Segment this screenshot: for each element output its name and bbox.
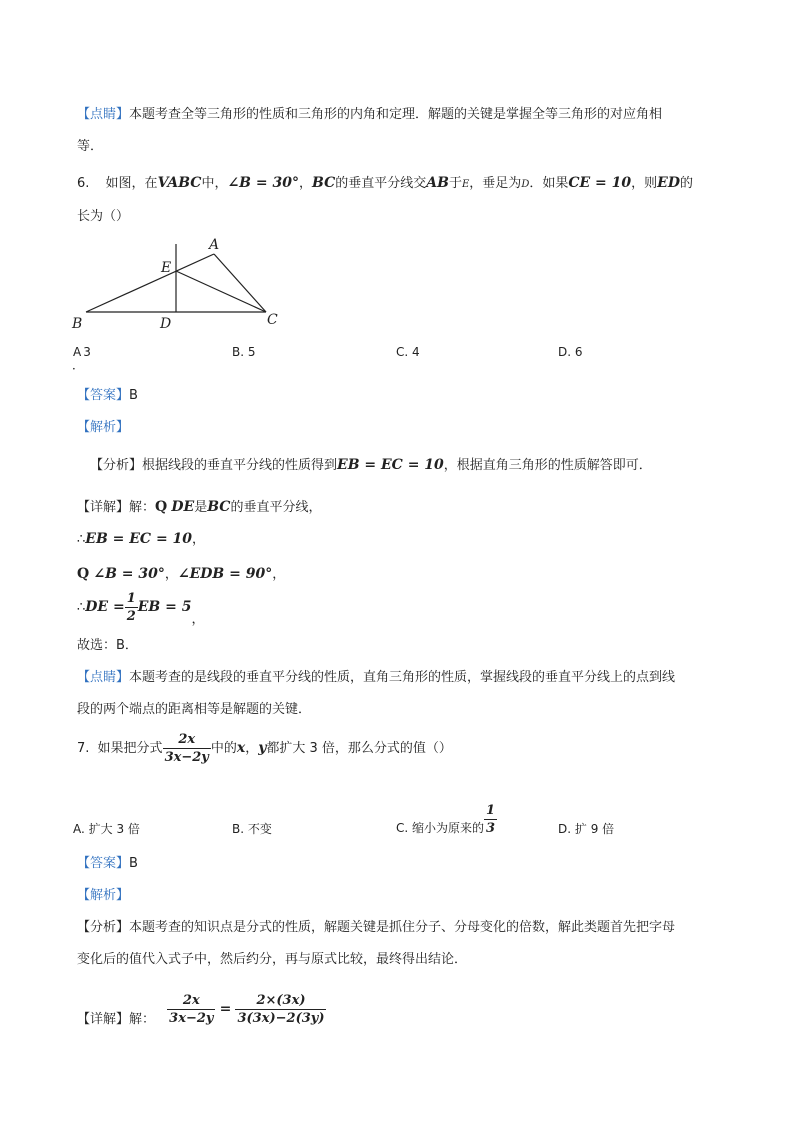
step-equation: EB = 5 bbox=[137, 599, 192, 615]
step-equation: EB = EC = 10 bbox=[85, 531, 193, 547]
option-letter: D. bbox=[558, 822, 572, 836]
detail-text: 解： bbox=[129, 500, 156, 515]
detail-tag: 【详解】 bbox=[77, 1012, 130, 1027]
segment-bc: BC bbox=[312, 175, 336, 191]
fraction-denominator: 3x−2y bbox=[164, 750, 209, 765]
q6-answer bbox=[77, 384, 138, 403]
q6-choose: 故选：B． bbox=[77, 638, 138, 653]
stem-text: 如图，在 bbox=[105, 176, 158, 191]
option-b[interactable] bbox=[232, 345, 256, 359]
one-third-fraction bbox=[484, 802, 497, 837]
q6-stem-line2: 长为（） bbox=[77, 209, 130, 224]
answer-value: B bbox=[129, 856, 138, 871]
q5-review-line1 bbox=[77, 103, 662, 122]
angle-b: ∠B = 30° bbox=[227, 175, 299, 191]
stem-text: 如果把分式 bbox=[97, 741, 163, 756]
q7-answer bbox=[77, 852, 138, 871]
detail-tag: 【详解】 bbox=[77, 500, 130, 515]
option-letter: D. bbox=[558, 345, 572, 359]
lhs-fraction bbox=[167, 992, 215, 1027]
therefore-symbol: ∴ bbox=[77, 600, 86, 615]
ce-value: CE = 10 bbox=[568, 175, 632, 191]
rhs-fraction bbox=[235, 992, 326, 1027]
option-a[interactable] bbox=[73, 820, 140, 837]
punctuation: ， bbox=[272, 567, 286, 582]
fenxi-text: 根据线段的垂直平分线的性质得到 bbox=[142, 458, 338, 473]
option-c[interactable] bbox=[396, 795, 497, 837]
option-value: 5 bbox=[247, 345, 256, 359]
triangle-symbol: VABC bbox=[157, 175, 202, 191]
detail-text: 解： bbox=[129, 1012, 156, 1027]
stem-text: ，则 bbox=[631, 176, 658, 191]
option-c[interactable] bbox=[396, 345, 420, 359]
q7-fenxi-line2: 变化后的值代入式子中，然后约分，再与原式比较，最终得出结论． bbox=[77, 952, 468, 967]
stem-text: 中， bbox=[201, 176, 228, 191]
option-b[interactable] bbox=[232, 820, 272, 837]
q6-review-line1 bbox=[77, 666, 675, 685]
var-y: y bbox=[258, 740, 267, 756]
stem-fraction bbox=[163, 731, 211, 766]
detail-text: 是 bbox=[194, 500, 208, 515]
stem-text: ，垂足为 bbox=[469, 176, 522, 191]
q5-review-line2: 等． bbox=[77, 139, 104, 154]
fenxi-text: 本题考查的知识点是分式的性质，解题关键是抓住分子、分母变化的倍数，解此类题首先把字母 bbox=[129, 920, 676, 935]
angle-edb: ∠EDB = 90° bbox=[177, 566, 273, 582]
option-letter: A bbox=[73, 345, 82, 359]
segment-ac-line bbox=[214, 254, 266, 312]
option-letter: B. bbox=[232, 822, 245, 836]
option-letter: A. bbox=[73, 822, 85, 836]
because-symbol: Q bbox=[155, 499, 168, 515]
point-d: D bbox=[521, 179, 530, 190]
option-value: 3 bbox=[83, 345, 91, 359]
option-value: 缩小为原来的 bbox=[412, 821, 485, 835]
q6-stem-line1 bbox=[77, 172, 693, 191]
angle-b: ∠B = 30° bbox=[93, 566, 165, 582]
fenxi-tag: 【分析】 bbox=[90, 458, 143, 473]
option-value: 不变 bbox=[247, 822, 272, 836]
therefore-symbol: ∴ bbox=[77, 532, 86, 547]
fenxi-text: ，根据直角三角形的性质解答即可． bbox=[443, 458, 652, 473]
segment-bc: BC bbox=[207, 499, 231, 515]
stem-text: 中的 bbox=[210, 741, 237, 756]
fraction-denominator: 2 bbox=[126, 609, 136, 624]
segment-ec-line bbox=[176, 271, 266, 312]
option-letter: C. bbox=[396, 821, 409, 835]
review-text: 本题考查的是线段的垂直平分线的性质，直角三角形的性质，掌握线段的垂直平分线上的点到线 bbox=[129, 670, 676, 685]
label-e: E bbox=[161, 260, 172, 276]
fraction-numerator: 1 bbox=[486, 803, 496, 818]
fraction-numerator: 2x bbox=[163, 731, 211, 749]
segment-ed: ED bbox=[657, 175, 680, 191]
half-fraction bbox=[125, 590, 138, 625]
segment-de: DE bbox=[171, 499, 195, 515]
q6-analysis-tag: 【解析】 bbox=[77, 420, 130, 435]
stem-text: ．如果 bbox=[529, 176, 569, 191]
q6-detail-line1 bbox=[77, 496, 321, 515]
detail-text: 的垂直平分线， bbox=[230, 500, 322, 515]
option-d[interactable] bbox=[558, 345, 583, 359]
answer-tag: 【答案】 bbox=[77, 856, 130, 871]
q6-step3 bbox=[77, 563, 285, 582]
fraction-numerator: 1 bbox=[126, 591, 136, 606]
question-number: 6. bbox=[77, 176, 90, 191]
answer-value: B bbox=[129, 388, 138, 403]
q6-step2 bbox=[77, 528, 205, 547]
step-equation: DE = bbox=[85, 599, 125, 615]
separator: ， bbox=[245, 741, 259, 756]
stem-text: 的垂直平分线交 bbox=[335, 176, 427, 191]
segment-ab: AB bbox=[426, 175, 449, 191]
option-value: 扩大 3 倍 bbox=[88, 822, 140, 836]
stem-text: 于 bbox=[448, 176, 462, 191]
stem-text: 的 bbox=[679, 176, 693, 191]
option-value: 6 bbox=[574, 345, 583, 359]
option-value: 扩 9 倍 bbox=[574, 822, 615, 836]
q7-analysis-tag: 【解析】 bbox=[77, 888, 130, 903]
fenxi-equation: EB = EC = 10 bbox=[337, 457, 444, 473]
punctuation: ， bbox=[191, 612, 205, 627]
label-b: B bbox=[72, 316, 83, 332]
q6-step4 bbox=[77, 590, 205, 625]
fraction-denominator: 3(3x)−2(3y) bbox=[237, 1011, 325, 1026]
fenxi-tag: 【分析】 bbox=[77, 920, 130, 935]
option-letter: B. bbox=[232, 345, 245, 359]
label-a: A bbox=[209, 237, 220, 253]
because-symbol: Q bbox=[77, 566, 90, 582]
review-tag: 【点睛】 bbox=[77, 107, 130, 122]
review-text: 本题考查全等三角形的性质和三角形的内角和定理．解题的关键是掌握全等三角形的对应角相 bbox=[129, 107, 663, 122]
equals-sign: = bbox=[219, 1001, 232, 1017]
fraction-numerator: 2x bbox=[167, 992, 215, 1010]
triangle-figure bbox=[66, 236, 286, 336]
segment-ba-line bbox=[86, 254, 214, 312]
option-d[interactable] bbox=[558, 820, 614, 837]
point-e: E bbox=[461, 179, 470, 190]
review-tag: 【点睛】 bbox=[77, 670, 130, 685]
var-x: x bbox=[236, 740, 246, 756]
label-c: C bbox=[267, 312, 278, 328]
q7-detail bbox=[77, 978, 326, 1027]
label-d: D bbox=[160, 316, 172, 332]
option-a-dot: ． bbox=[72, 358, 85, 372]
stem-text: 都扩大 3 倍，那么分式的值（） bbox=[266, 741, 452, 756]
separator: ， bbox=[164, 567, 178, 582]
separator: ， bbox=[298, 176, 312, 191]
answer-tag: 【答案】 bbox=[77, 388, 130, 403]
fraction-denominator: 3x−2y bbox=[169, 1011, 214, 1026]
q6-review-line2: 段的两个端点的距离相等是解题的关键． bbox=[77, 702, 312, 717]
fraction-numerator: 2×(3x) bbox=[235, 992, 326, 1010]
q6-fenxi bbox=[90, 454, 652, 473]
fraction-denominator: 3 bbox=[486, 821, 496, 836]
q7-stem bbox=[77, 731, 452, 766]
q7-fenxi-line1 bbox=[77, 916, 675, 935]
option-value: 4 bbox=[412, 345, 420, 359]
punctuation: ， bbox=[192, 532, 206, 547]
question-number: 7. bbox=[77, 741, 90, 756]
option-letter: C. bbox=[396, 345, 409, 359]
